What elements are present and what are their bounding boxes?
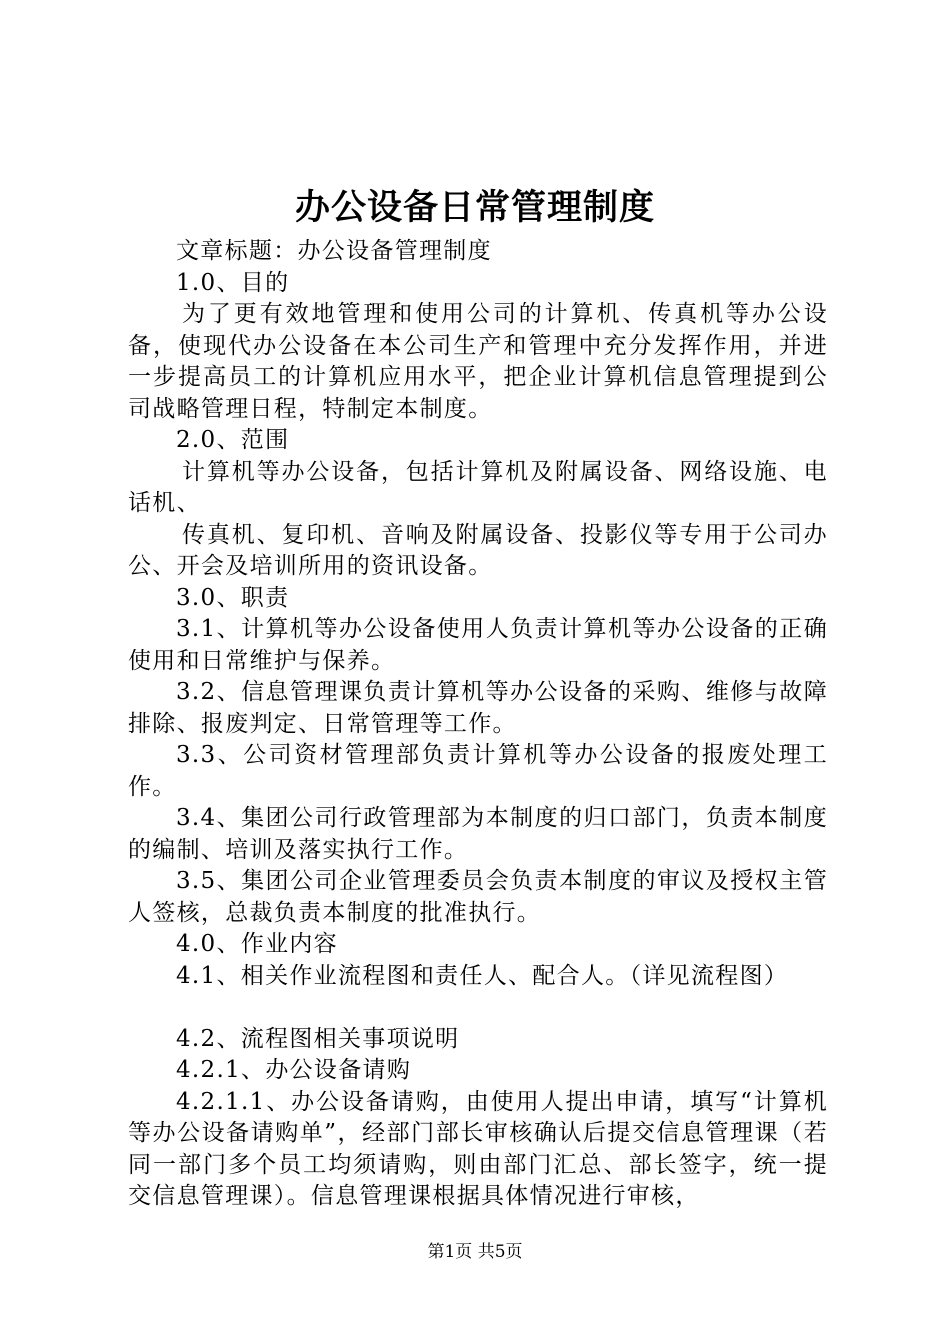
body-paragraph: 为了更有效地管理和使用公司的计算机、传真机等办公设备，使现代办公设备在本公司生产和管理中充分发挥作用，并进一步提高员工的计算机应用水平，把企业计算机信息管理提到公司战略管理日程，特制定本制度。 — [128, 301, 828, 422]
body-paragraph: 4.1、相关作业流程图和责任人、配合人。（详见流程图） — [176, 962, 789, 989]
body-paragraph: 3.1、计算机等办公设备使用人负责计算机等办公设备的正确使用和日常维护与保养。 — [128, 616, 828, 674]
body-paragraph: 3.2、信息管理课负责计算机等办公设备的采购、维修与故障排除、报废判定、日常管理等工作。 — [128, 679, 828, 737]
body-paragraph: 计算机等办公设备，包括计算机及附属设备、网络设施、电话机、 — [128, 458, 828, 516]
body-paragraph: 2.0、范围 — [176, 427, 290, 453]
body-paragraph: 4.2.1、办公设备请购 — [176, 1057, 412, 1083]
body-paragraph: 3.3、公司资材管理部负责计算机等办公设备的报废处理工作。 — [128, 742, 828, 800]
body-paragraph: 4.2、流程图相关事项说明 — [176, 1025, 460, 1052]
blank-line — [128, 992, 828, 1024]
body-paragraph: 3.0、职责 — [176, 584, 290, 611]
body-paragraph: 4.2.1.1、办公设备请购，由使用人提出申请，填写“计算机等办公设备请购单”，经部门部长审核确认后提交信息管理课（若同一部门多个员工均须请购，则由部门汇总、部长签字，统一提交信息管理课）。信息管理课根据具体情况进行审核， — [128, 1088, 828, 1209]
page-footer: 第1页 共5页 — [427, 1242, 523, 1262]
body-paragraph: 3.4、集团公司行政管理部为本制度的归口部门，负责本制度的编制、培训及落实执行工作。 — [128, 805, 828, 863]
body-paragraph: 文章标题：办公设备管理制度 — [176, 238, 492, 264]
body-paragraph: 1.0、目的 — [176, 269, 290, 296]
body-paragraph: 3.5、集团公司企业管理委员会负责本制度的审议及授权主管人签核，总裁负责本制度的批准执行。 — [128, 868, 828, 926]
body-paragraph: 4.0、作业内容 — [176, 931, 338, 957]
document-title: 办公设备日常管理制度 — [294, 188, 655, 228]
body-paragraph: 传真机、复印机、音响及附属设备、投影仪等专用于公司办公、开会及培训所用的资讯设备。 — [128, 521, 828, 579]
document-body — [128, 236, 828, 1213]
